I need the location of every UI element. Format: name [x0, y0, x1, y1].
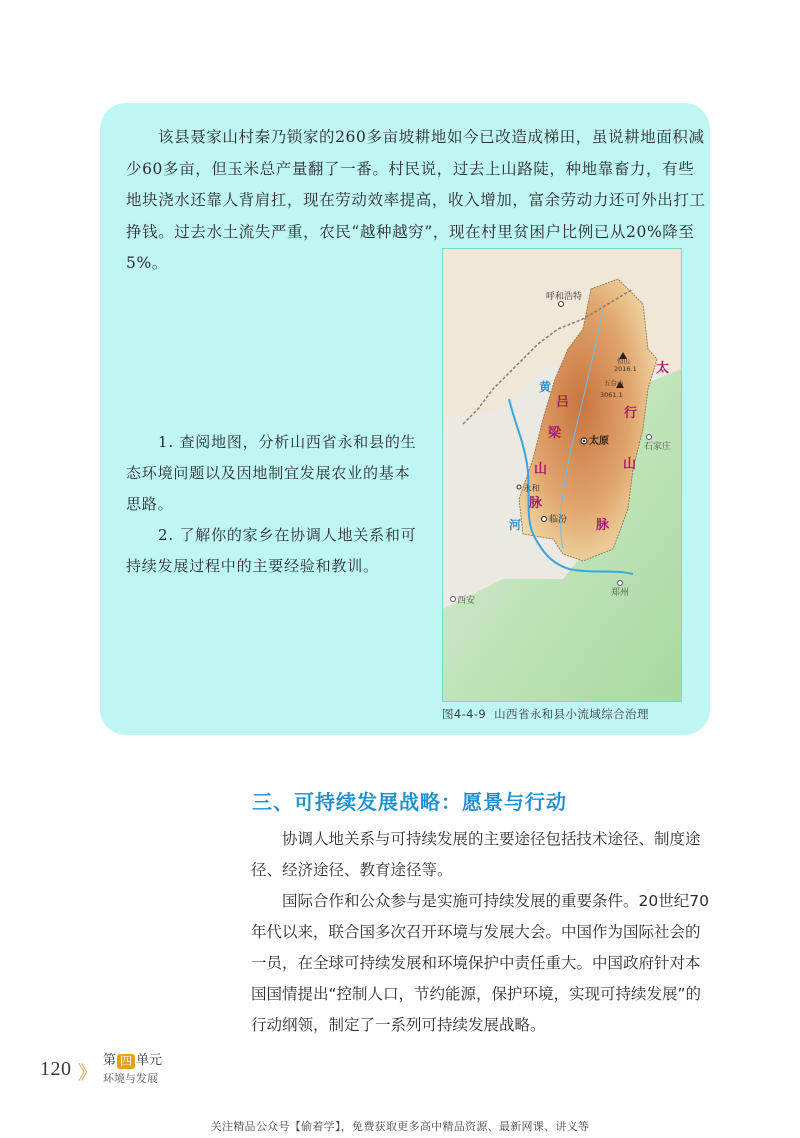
- shanxi-map: [442, 248, 682, 702]
- zhengzhou-label: 郑州: [611, 588, 630, 598]
- lvliang-char-1: 吕: [556, 395, 570, 410]
- section-heading: 三、可持续发展战略：愿景与行动: [252, 790, 567, 814]
- taiyuan-label: 太原: [589, 436, 609, 447]
- task-item-2: 2. 了解你的家乡在协调人地关系和可持续发展过程中的主要经验和教训。: [126, 526, 417, 575]
- taihang-char-2: 行: [624, 406, 638, 421]
- chevron-icon: 》: [78, 1062, 94, 1084]
- taihang-char-4: 脉: [596, 518, 610, 533]
- linfen-label: 临汾: [549, 515, 568, 525]
- hohhot-label: 呼和浩特: [546, 292, 583, 302]
- section-body: [251, 824, 711, 1041]
- activity-task-list: [126, 427, 426, 582]
- section-paragraph-1: 协调人地关系与可持续发展的主要途径包括技术途径、制度途径、经济途径、教育途径等。: [251, 830, 701, 879]
- yonghe-marker: [517, 485, 521, 489]
- map-caption: [442, 706, 692, 722]
- lvliang-char-3: 山: [534, 462, 548, 477]
- peak2-height: 3061.1: [600, 391, 623, 399]
- footer-note: 关注精品公众号【偷着学】，免费获取更多高中精品资源、最新网课、讲义等: [210, 1120, 590, 1133]
- river-char-2: 河: [509, 518, 522, 532]
- peak2-name: 五台山: [604, 379, 624, 387]
- xian-marker: [451, 597, 456, 602]
- task-item-1: 1. 查阅地图，分析山西省永和县的生态环境问题以及因地制宜发展农业的基本思路。: [126, 433, 417, 513]
- page-number: 120: [40, 1058, 72, 1080]
- figure-title: 山西省永和县小流域综合治理: [494, 707, 649, 721]
- unit-number-badge: 四: [117, 1054, 135, 1069]
- linfen-marker: [542, 517, 547, 522]
- xian-label: 西安: [457, 596, 476, 606]
- figure-number: 图4-4-9: [442, 707, 487, 721]
- shijiazhuang-label: 石家庄: [644, 442, 672, 452]
- unit-label: [103, 1052, 162, 1088]
- river-char-1: 黄: [539, 380, 552, 394]
- hohhot-marker: [559, 302, 564, 307]
- unit-prefix: 第: [103, 1053, 117, 1068]
- lvliang-char-2: 梁: [548, 426, 562, 441]
- unit-title: 环境与发展: [103, 1072, 158, 1085]
- taihang-char-3: 山: [623, 457, 637, 472]
- zhengzhou-marker: [618, 581, 623, 586]
- section-paragraph-2: 国际合作和公众参与是实施可持续发展的重要条件。20世纪70年代以来，联合国多次召开环境与发展大会。中国作为国际社会的一员，在全球可持续发展和环境保护中责任重大。中国政府针对本国国情提出“控制人口，节约能源，保护环境，实现可持续发展”的行动纲领，制定了一系列可持续发展战略。: [251, 892, 709, 1034]
- peak1-height: 2016.1: [614, 365, 637, 373]
- peak1-name: 恒山: [617, 357, 630, 365]
- taihang-char-1: 太: [656, 361, 670, 376]
- shijiazhuang-marker: [647, 435, 652, 440]
- unit-suffix: 单元: [136, 1053, 163, 1068]
- yonghe-label: 永和: [523, 484, 541, 494]
- lvliang-char-4: 脉: [529, 496, 543, 511]
- case-study-paragraph: 该县聂家山村秦乃锁家的260多亩坡耕地如今已改造成梯田，虽说耕地面积减少60多亩，但玉米总产量翻了一番。村民说，过去上山路陡，种地靠畜力，有些地块浇水还靠人背肩扛，现在劳动效率提高，收入增加，富余劳动力还可外出打工挣钱。过去水土流失严重，农民“越种越穷”，现在村里贫困户比例已从20%降至5%。: [126, 128, 706, 272]
